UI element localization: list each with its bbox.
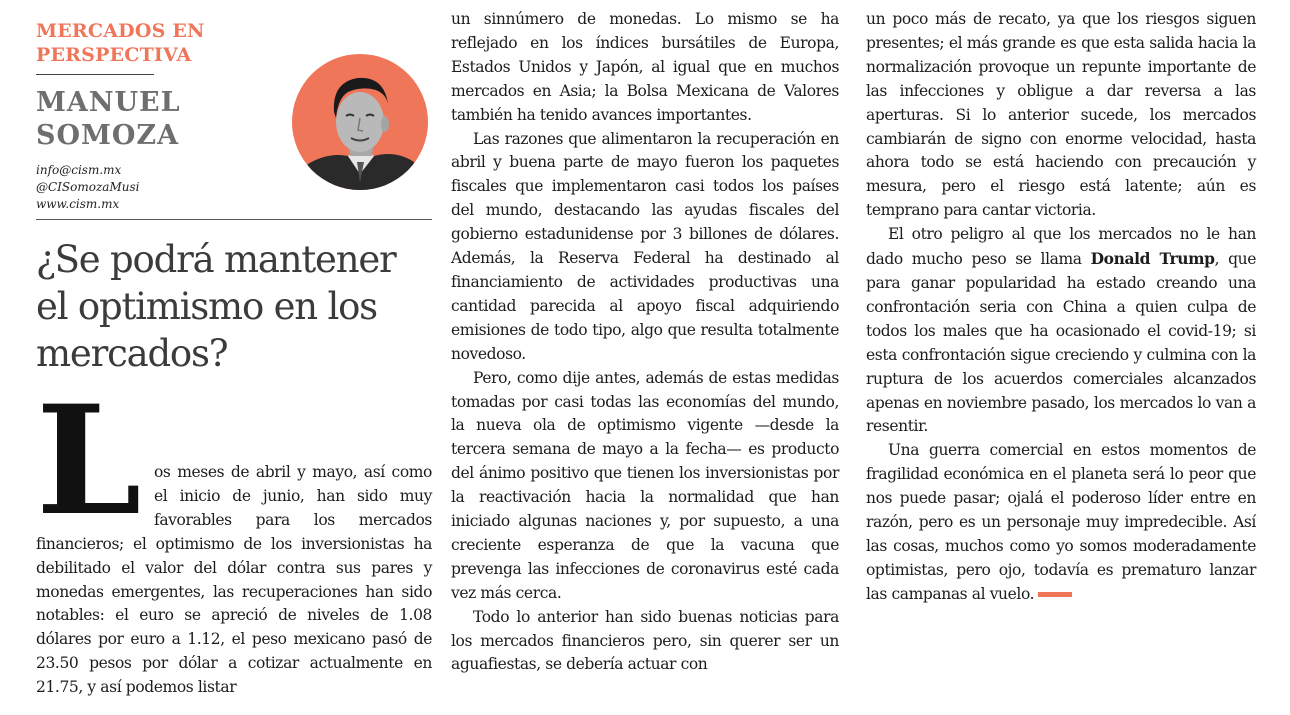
article-body-col2	[451, 8, 839, 677]
drop-cap: L	[36, 373, 140, 549]
paragraph-1-continued: un sinnúmero de monedas. Lo mismo se ha reflejado en los índices bursátiles de Europa, Estados Unidos y Japón, al igual que en muchos mercados en Asia; la Bolsa Mexicana de Valores también ha tenido avances importantes.	[451, 10, 839, 124]
highlighted-name: Donald Trump	[1090, 249, 1215, 269]
paragraph-3: Pero, como dije antes, además de estas medidas tomadas por casi todas las economías del mundo, la nueva ola de optimismo vigente —desde la tercera semana de mayo a la fecha— es producto del ánimo positivo que tienen los inversionistas por la reactivación hacia la normalidad que han iniciado algunas naciones y, por supuesto, a una creciente esperanza de que la vacuna que prevenga las infecciones de coronavirus esté cada vez más cerca.	[451, 368, 839, 602]
section-label: MERCADOS EN PERSPECTIVA	[36, 20, 205, 66]
author-contacts	[36, 162, 236, 213]
author-email[interactable]: info@cism.mx	[36, 163, 122, 177]
author-portrait	[288, 52, 432, 192]
article-body-col3	[866, 8, 1256, 607]
author-name	[36, 86, 246, 152]
author-website[interactable]: www.cism.mx	[36, 197, 120, 211]
header-divider	[36, 219, 432, 220]
author-twitter[interactable]: @CISomozaMusi	[36, 180, 140, 194]
end-of-article-mark	[1038, 592, 1072, 597]
paragraph-2: Las razones que alimentaron la recuperación en abril y buena parte de mayo fueron los paquetes fiscales que implementaron casi todos los países del mundo, destacando las ayudas fiscales del gobierno estadunidense por 3 billones de dólares. Además, la Reserva Federal ha destinado al financiamiento de actividades productivas una cantidad parecida al apoyo fiscal adquiriendo emisiones de todo tipo, algo que resulta totalmente novedoso.	[451, 129, 839, 363]
paragraph-6: Una guerra comercial en estos momentos de fragilidad económica en el planeta será lo peor que nos puede pasar; ojalá el poderoso líder entre en razón, pero es un personaje muy impredecible. Así las cosas, muchos como yo somos moderadamente optimistas, pero ojo, todavía es prematuro lanzar las campanas al vuelo.	[866, 441, 1256, 603]
paragraph-5: El otro peligro al que los mercados no le han dado mucho peso se llama Donald Trump, que para ganar popularidad ha estado creando una confrontación seria con China a quien culpa de todos los males que ha ocasionado el covid-19; si esta confrontación sigue creciendo y culmina con la ruptura de los acuerdos comerciales alcanzados apenas en noviembre pasado, los mercados lo van a resentir.	[866, 225, 1257, 436]
author-name-first: MANUEL	[36, 87, 181, 118]
author-name-last: SOMOZA	[36, 120, 180, 151]
paragraph-1: os meses de abril y mayo, así como el inicio de junio, han sido muy favorables para los mercados financieros; el optimismo de los inversionistas ha debilitado el valor del dólar contra sus pares y monedas emergentes, las recuperaciones han sido notables: el euro se apreció de niveles de 1.08 dólares por euro a 1.12, el peso mexicano pasó de 23.50 pesos por dólar a cotizar actualmente en 21.75, y así podemos listar	[36, 463, 432, 697]
article-body-col1	[36, 461, 432, 700]
paragraph-4: Todo lo anterior han sido buenas noticias para los mercados financieros pero, sin querer ser un aguafiestas, se debería actuar con	[451, 607, 839, 674]
section-divider	[36, 74, 154, 75]
headline: ¿Se podrá mantener el optimismo en los mercados?	[36, 238, 396, 375]
paragraph-4-continued: un poco más de recato, ya que los riesgos siguen presentes; el más grande es que esta salida hacia la normalización provoque un repunte importante de las infecciones y obligue a dar reversa a las aperturas. Si lo anterior sucede, los mercados cambiarán de signo con enorme velocidad, hasta ahora todo se está haciendo con precaución y mesura, pero el riesgo está latente; aún es temprano para cantar victoria.	[866, 10, 1256, 220]
